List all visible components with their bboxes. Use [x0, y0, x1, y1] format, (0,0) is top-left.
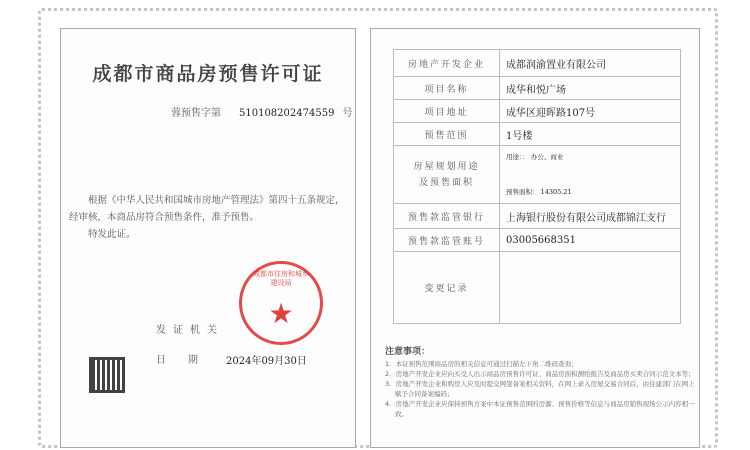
area-text: 预售面积： 14305.21	[506, 188, 572, 196]
permit-suffix: 号	[342, 108, 353, 119]
permit-number: 510108202474559	[239, 108, 335, 119]
qr-code-icon[interactable]	[89, 357, 125, 393]
row-value: 成华和悦广场	[500, 77, 681, 100]
permit-label: 蓉预售字第	[171, 108, 221, 119]
row-value: 成都润渝置业有限公司	[500, 50, 681, 77]
official-seal	[239, 261, 323, 345]
note-item: 3．房地产开发企业和购房人应及时提交网签备案相关资料，在网上录入房屋交易合同后，由住建部门在网上赋予合同备案编码；	[385, 380, 695, 398]
row-key: 房屋规划用途及预售面积	[394, 146, 500, 204]
permit-number-line	[171, 104, 352, 119]
table-row	[394, 146, 681, 204]
table-row	[394, 229, 681, 252]
row-key: 变更记录	[394, 252, 500, 324]
date-label: 日期	[156, 355, 220, 366]
row-key: 房地产开发企业	[394, 50, 500, 77]
usage-text: 用途：： 办公、商业	[506, 153, 564, 161]
table-row	[394, 50, 681, 77]
seal-text: 成都市住房和城乡建设局	[253, 270, 309, 287]
certificate-body	[69, 192, 349, 243]
row-value: 成华区迎晖路107号	[500, 100, 681, 123]
certificate-right-panel	[370, 28, 700, 448]
row-value	[500, 146, 681, 204]
table-row	[394, 123, 681, 146]
row-key: 预售款监管账号	[394, 229, 500, 252]
certificate-title: 成都市商品房预售许可证	[92, 63, 324, 85]
project-info-table	[393, 49, 681, 324]
note-item: 1．本证预售范围商品房的相关信息可通过扫描左下角二维码查询；	[385, 360, 578, 368]
row-value: 上海银行股份有限公司成都锦江支行	[500, 204, 681, 229]
notes-section	[385, 347, 695, 419]
table-row	[394, 77, 681, 100]
certificate-left-panel	[60, 28, 356, 448]
table-row	[394, 100, 681, 123]
row-key: 预售款监管银行	[394, 204, 500, 229]
row-key: 预售范围	[394, 123, 500, 146]
issuer-label: 发证机关	[156, 325, 224, 336]
issue-date: 2024年09月30日	[226, 356, 307, 367]
table-row	[394, 204, 681, 229]
body-paragraph: 根据《中华人民共和国城市房地产管理法》第四十五条规定，经审核，本商品房符合预售条件，准予预售。	[69, 195, 345, 223]
table-row	[394, 252, 681, 324]
star-icon: ★	[268, 297, 294, 330]
row-value	[500, 252, 681, 324]
body-closing: 特发此证。	[88, 229, 136, 240]
note-item: 2．房地产开发企业应向买受人出示商品房预售许可证、商品房面积测绘报告及商品房买卖合同示范文本等；	[385, 370, 695, 378]
row-key: 项目名称	[394, 77, 500, 100]
notes-title: 注意事项：	[385, 347, 431, 357]
row-value: 1号楼	[500, 123, 681, 146]
row-value: 03005668351	[500, 229, 681, 252]
row-key: 项目地址	[394, 100, 500, 123]
note-item: 4．房地产开发企业应保持预售方案中本证预售范围的房源、预售价格等信息与商品房销售现场公示内容相一致。	[385, 400, 695, 418]
